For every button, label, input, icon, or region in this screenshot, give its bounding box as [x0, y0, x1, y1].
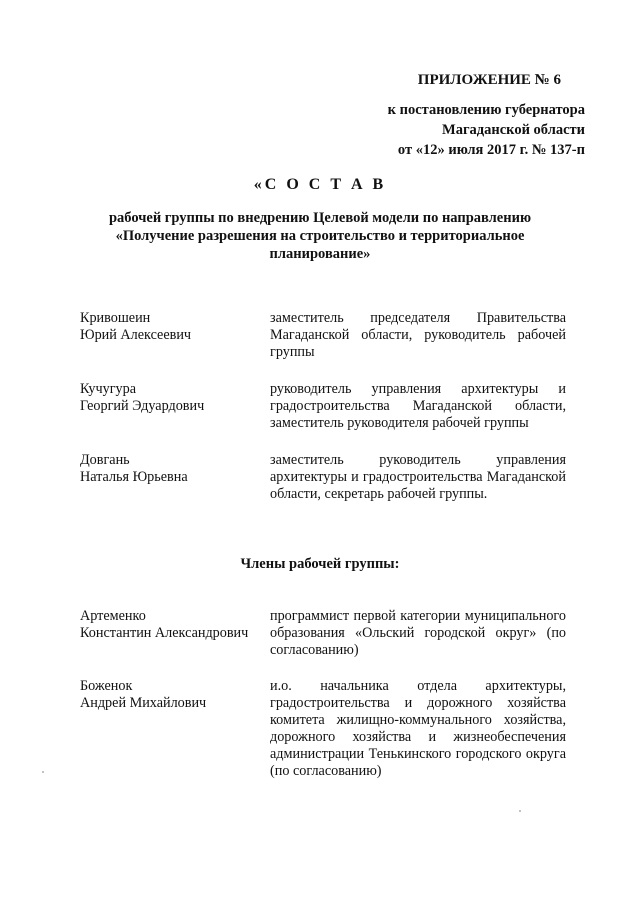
composition-heading: «С О С Т А В: [253, 176, 387, 193]
person-role: и.о. начальника отдела архитектуры, градостроительства и дорожного хозяйства комитета жилищно-коммунального хозяйства, дорожного хозяйства и жизнеобеспечения администрации Тенькинского городского округа (по согласованию): [270, 678, 566, 779]
person-role: руководитель управления архитектуры и градостроительства Магаданской области, заместитель руководителя рабочей группы: [270, 381, 566, 431]
appendix-title: ПРИЛОЖЕНИЕ № 6: [417, 72, 561, 88]
person-role: заместитель руководитель управления архитектуры и градостроительства Магаданской области, секретарь рабочей группы.: [270, 452, 566, 502]
person-surname: Боженок: [80, 678, 133, 694]
person-given-names: Константин Александрович: [80, 625, 249, 641]
appendix-line-region: Магаданской области: [442, 122, 585, 138]
person-given-names: Георгий Эдуардович: [80, 398, 205, 414]
person-given-names: Юрий Алексеевич: [80, 327, 192, 343]
appendix-header: [388, 70, 585, 160]
composition-title-block: [0, 176, 640, 263]
person-surname: Кучугура: [80, 381, 137, 397]
person-surname: Кривошеин: [80, 310, 151, 326]
person-surname: Довгань: [80, 452, 130, 468]
person-surname: Артеменко: [80, 608, 146, 624]
members-heading: Члены рабочей группы:: [240, 556, 400, 572]
person-role: программист первой категории муниципального образования «Ольский городской округ» (по согласованию): [270, 608, 566, 658]
appendix-line-decree: к постановлению губернатора: [387, 102, 585, 118]
person-name: [80, 381, 270, 415]
person-given-names: Наталья Юрьевна: [80, 469, 188, 485]
person-name: [80, 608, 270, 642]
composition-subtitle: рабочей группы по внедрению Целевой модели по направлению «Получение разрешения на строительство и территориальное планирование»: [108, 210, 532, 262]
person-name: [80, 678, 270, 712]
person-role: заместитель председателя Правительства Магаданской области, руководитель рабочей группы: [270, 310, 566, 360]
appendix-line-date: от «12» июля 2017 г. № 137-п: [397, 142, 585, 158]
person-name: [80, 310, 270, 344]
scan-speck: [42, 771, 44, 773]
scan-speck: [519, 810, 521, 812]
person-name: [80, 452, 270, 486]
person-given-names: Андрей Михайлович: [80, 695, 207, 711]
